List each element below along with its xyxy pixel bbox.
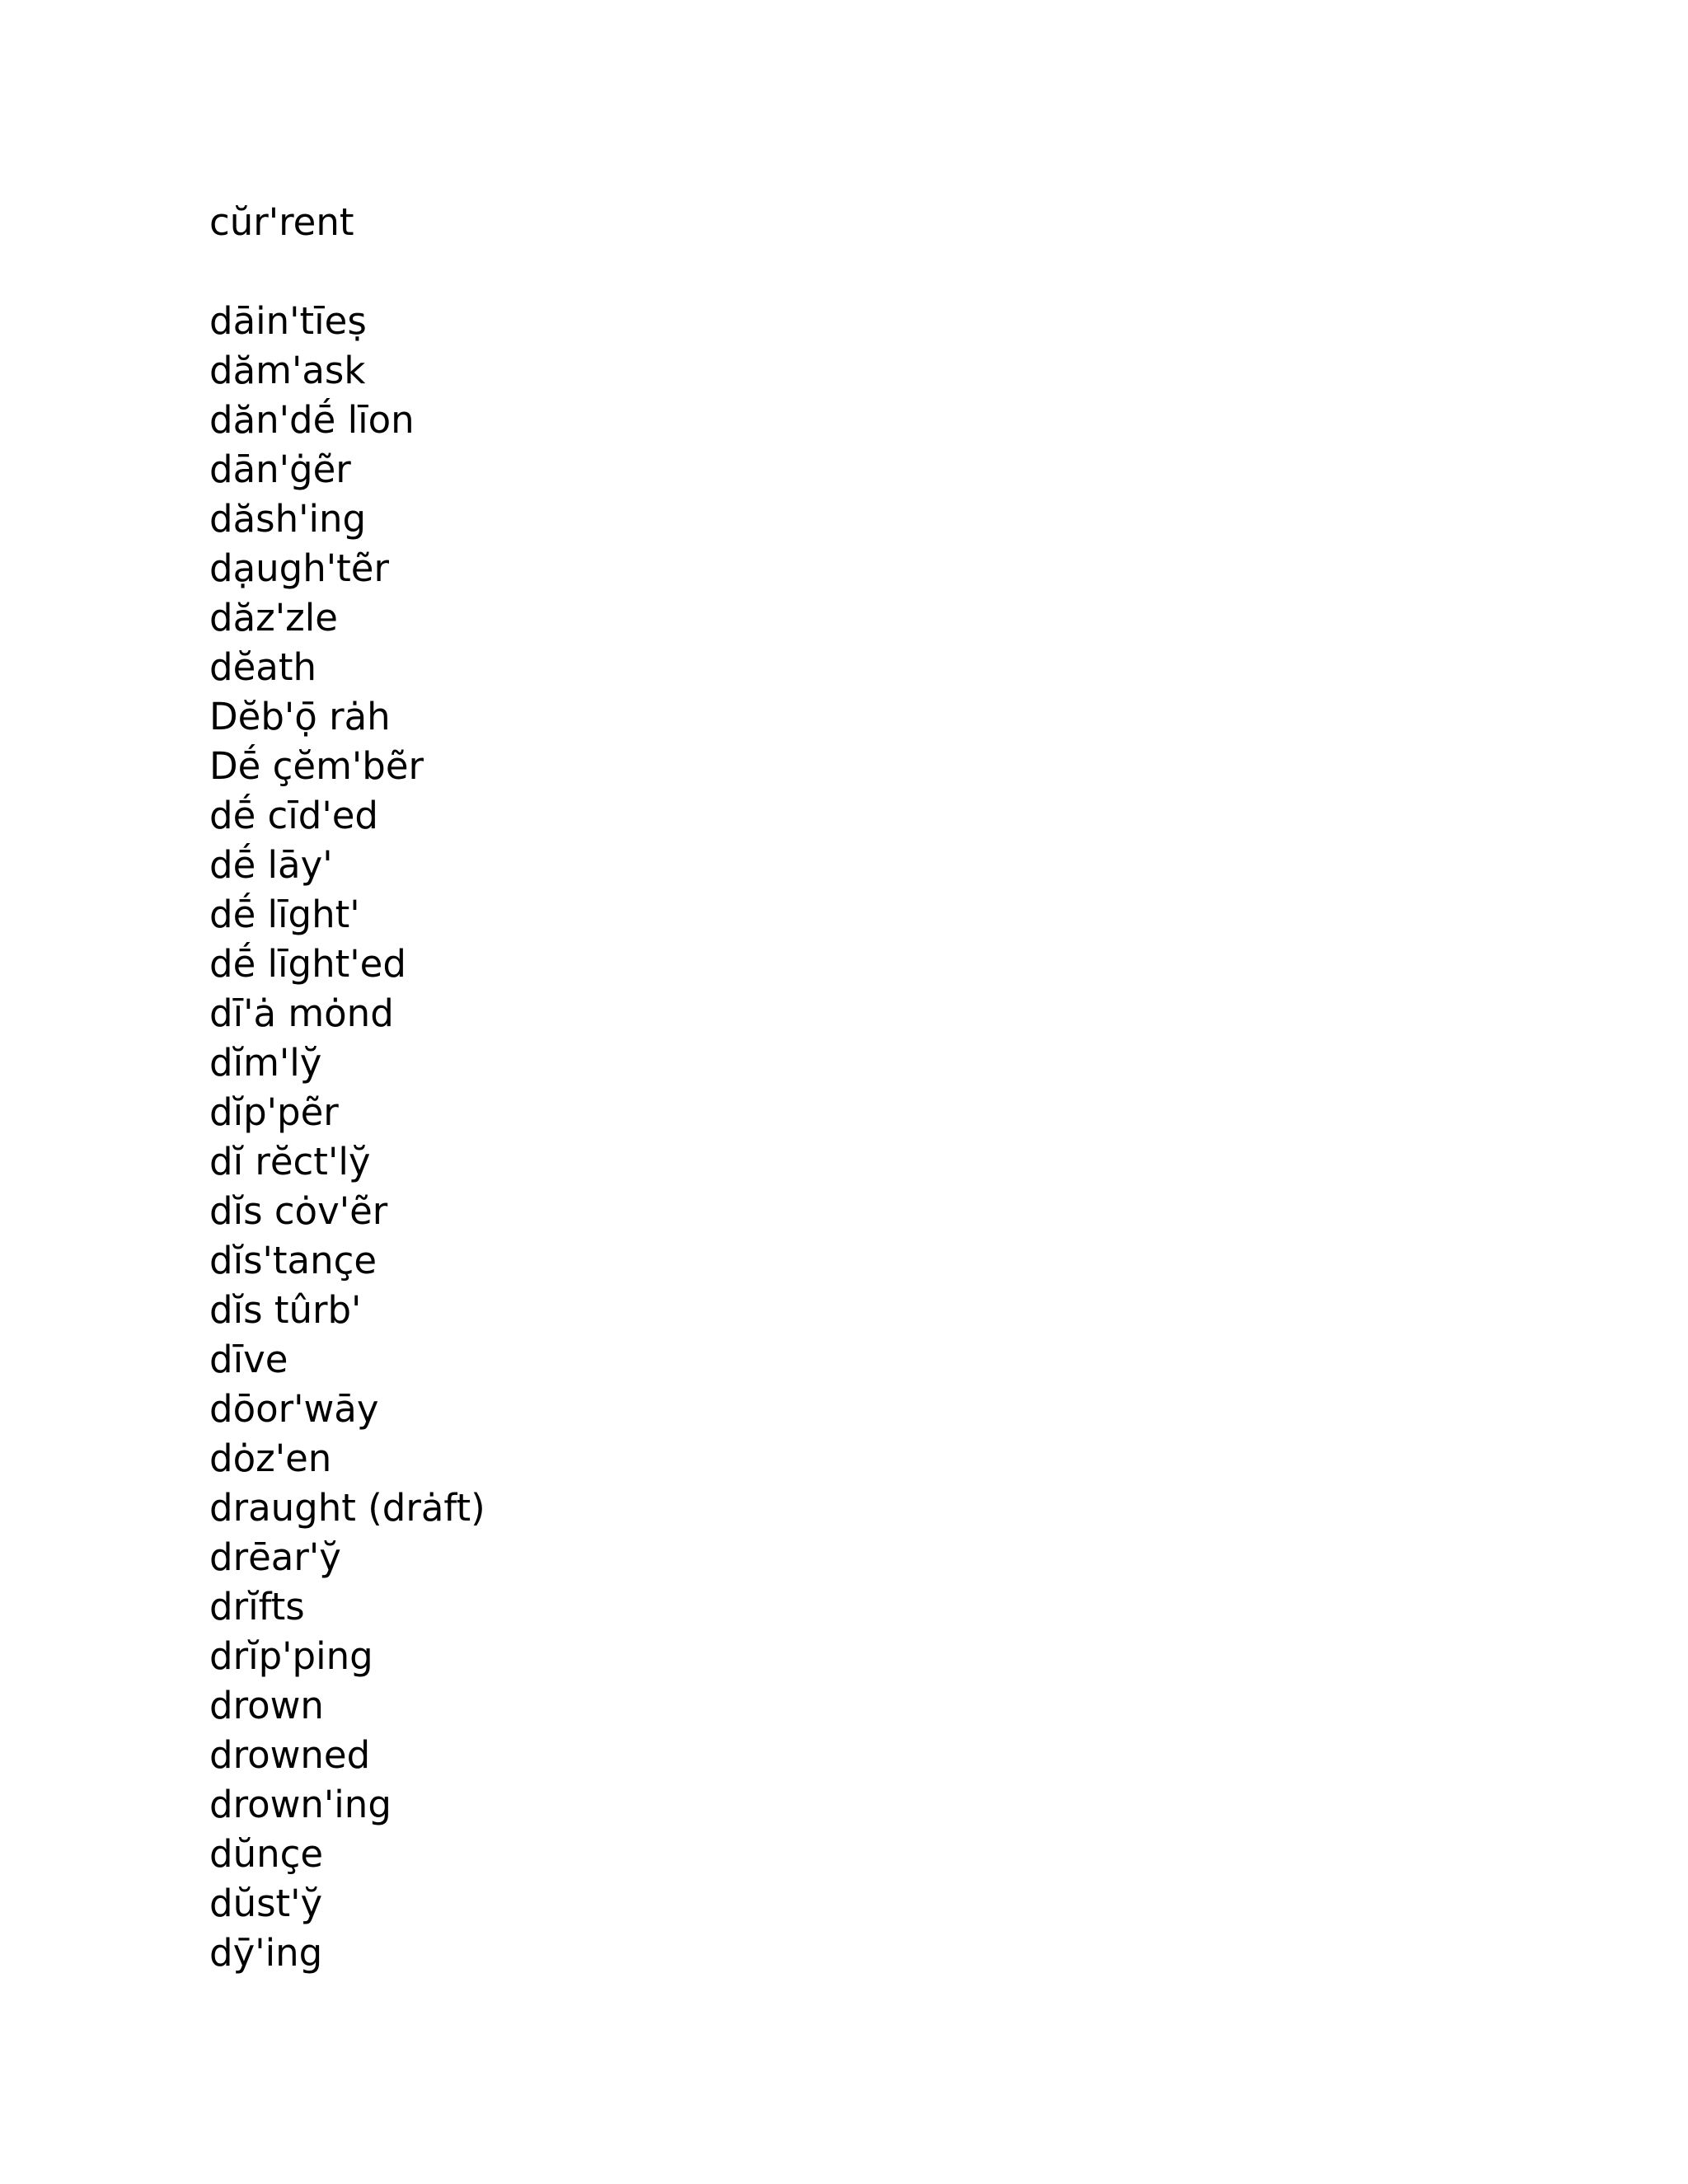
word-entry: dĭ rĕct'ly̆ [209, 1140, 371, 1183]
word-entry: dăn'dḗ līon [209, 398, 415, 442]
word-entry: Dḗ çĕm'bẽr [209, 744, 424, 788]
word-entry: dḗ līght' [209, 893, 360, 936]
word-entry: dĕath [209, 645, 316, 689]
word-entry: dȯz'en [209, 1436, 332, 1480]
word-entry: dḗ lāy' [209, 843, 333, 887]
word-entry: drown'ing [209, 1783, 392, 1826]
word-entry: dī'ȧ mȯnd [209, 991, 394, 1035]
word-entry: dḗ līght'ed [209, 942, 406, 986]
word-entry: Dĕb'ọ̄ rȧh [209, 695, 391, 738]
word-entry: dīve [209, 1338, 288, 1381]
word-entry: cŭr'rent [209, 200, 354, 244]
word-entry: drown [209, 1684, 324, 1727]
word-entry: dĭs tûrb' [209, 1288, 362, 1332]
word-entry: dāin'tīeṣ [209, 299, 367, 343]
word-entry: dĭp'pẽr [209, 1090, 339, 1134]
word-entry: dĭs cȯv'ẽr [209, 1189, 388, 1233]
word-entry: drĭfts [209, 1585, 305, 1629]
word-entry: dŭst'y̆ [209, 1882, 323, 1925]
word-entry: dạugh'tẽr [209, 546, 389, 590]
word-entry: drēar'y̆ [209, 1535, 341, 1579]
word-entry: drĭp'ping [209, 1634, 373, 1678]
first-word [209, 198, 354, 247]
word-entry: dŭnçe [209, 1832, 324, 1876]
word-entry: dăsh'ing [209, 497, 367, 541]
word-entry: dȳ'ing [209, 1931, 323, 1975]
word-entry: drowned [209, 1733, 371, 1777]
word-entry: dăm'ask [209, 349, 366, 392]
word-entry: draught (drȧft) [209, 1486, 485, 1530]
word-entry: dĭm'ly̆ [209, 1041, 322, 1085]
word-entry: dōor'wāy [209, 1387, 379, 1431]
word-list [209, 297, 485, 1978]
word-entry: dān'ġẽr [209, 448, 351, 491]
word-entry: dĭs'tançe [209, 1239, 377, 1282]
word-entry: dăz'zle [209, 596, 338, 640]
word-entry: dḗ cīd'ed [209, 794, 378, 837]
